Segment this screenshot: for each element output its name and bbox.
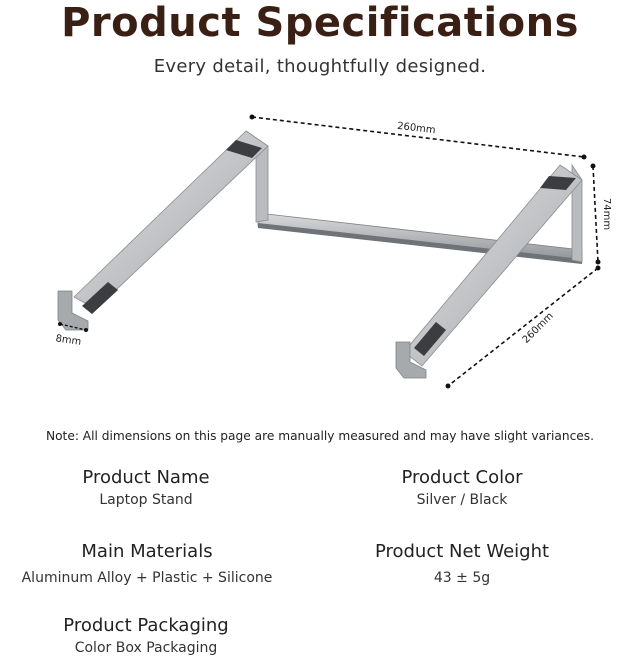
spec-value: Aluminum Alloy + Plastic + Silicone (21, 570, 273, 586)
page-subtitle: Every detail, thoughtfully designed. (153, 56, 487, 77)
measurement-note: Note: All dimensions on this page are manually measured and may have slight variances. (45, 429, 595, 443)
spec-product-packaging (46, 614, 246, 658)
left-leg (58, 131, 268, 330)
spec-value: Silver / Black (416, 492, 508, 508)
height-dimension (591, 164, 613, 265)
spec-label: Product Net Weight (374, 541, 550, 562)
width-label: 260mm (396, 120, 437, 137)
spec-label: Product Color (401, 467, 523, 488)
spec-value: Color Box Packaging (74, 640, 218, 656)
spec-net-weight (352, 540, 572, 588)
spec-value: 43 ± 5g (433, 570, 491, 586)
width-dimension (250, 115, 587, 160)
spec-label: Product Packaging (63, 615, 229, 636)
page-title: Product Specifications (61, 0, 579, 46)
right-leg (396, 165, 582, 378)
spec-value: Laptop Stand (99, 492, 193, 508)
spec-label: Main Materials (81, 541, 213, 562)
spec-label: Product Name (82, 467, 210, 488)
laptop-stand-diagram (0, 95, 640, 395)
depth-label: 260mm (520, 310, 556, 346)
spec-product-color (362, 466, 562, 510)
thickness-label: 8mm (54, 333, 82, 348)
height-label: 74mm (601, 197, 612, 231)
spec-product-name (46, 466, 246, 510)
spec-main-materials (2, 540, 292, 588)
